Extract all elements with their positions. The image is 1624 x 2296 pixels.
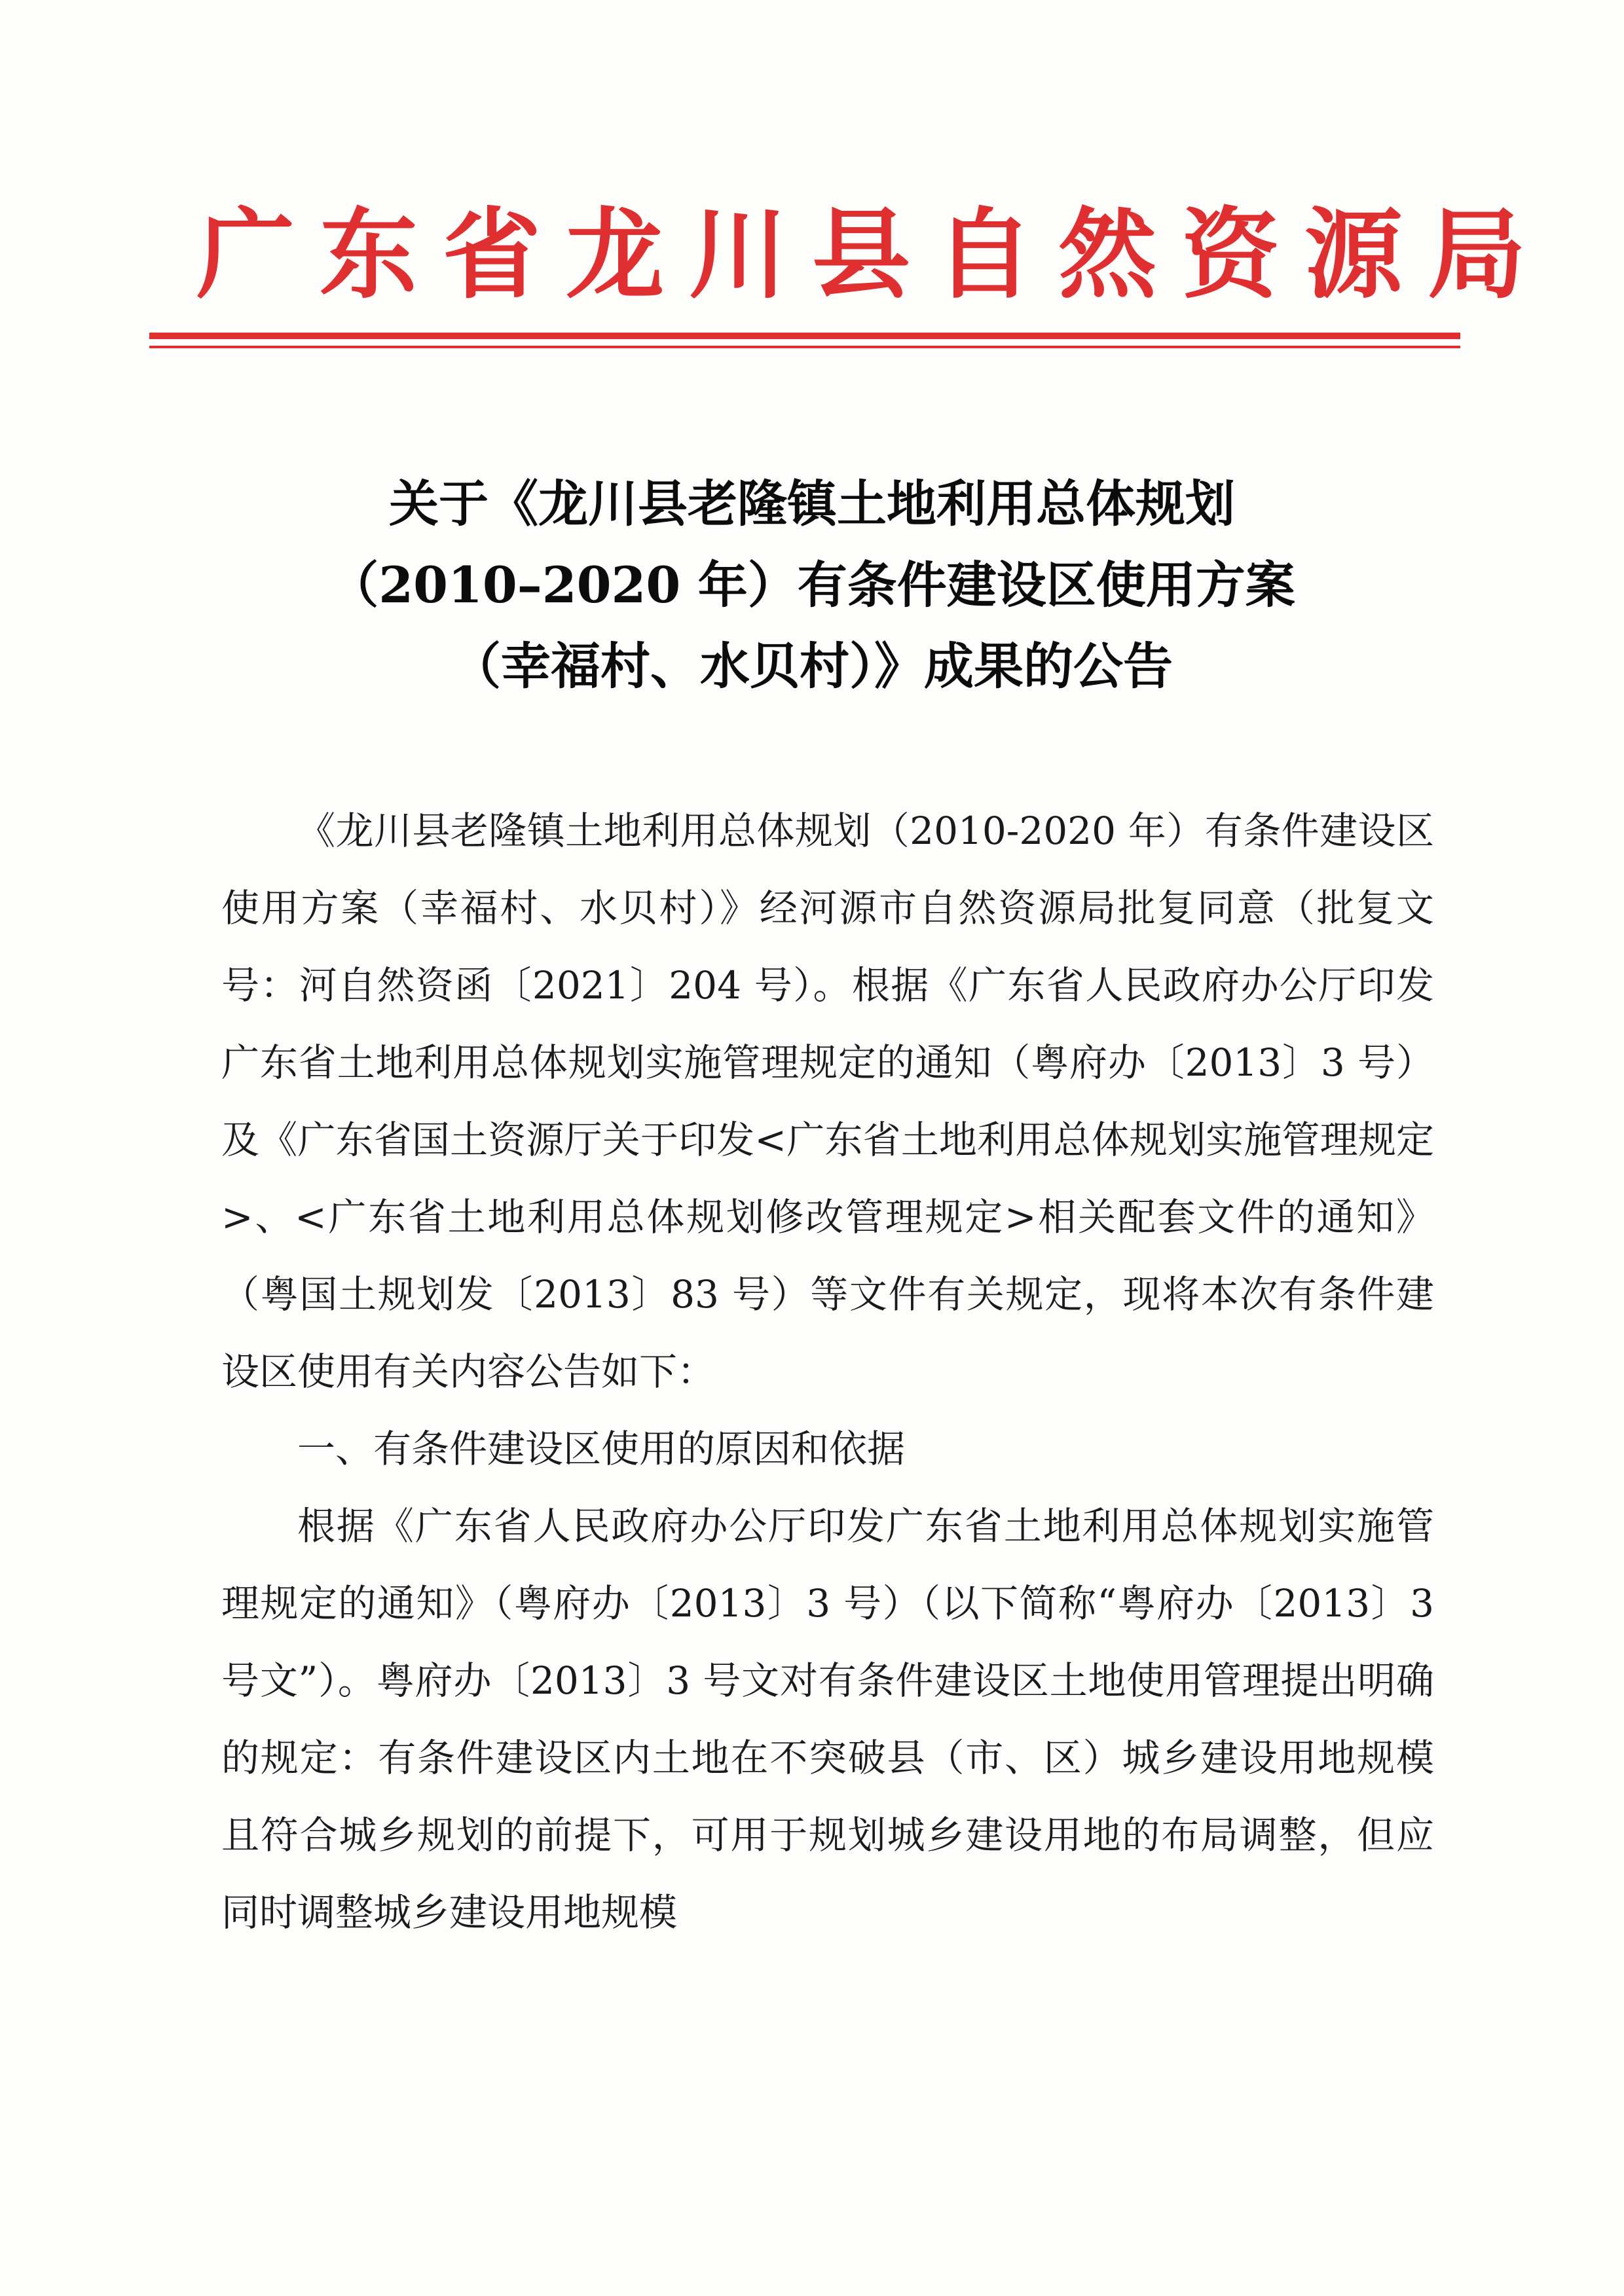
- document-title: [216, 464, 1408, 707]
- title-line-1: 关于《龙川县老隆镇土地利用总体规划: [389, 475, 1235, 533]
- title-line-2: （2010–2020 年）有条件建设区使用方案: [329, 556, 1295, 614]
- body-paragraph-1: 《龙川县老隆镇土地利用总体规划（2010-2020 年）有条件建设区使用方案（幸福村、水贝村）》经河源市自然资源局批复同意（批复文号：河自然资函〔2021〕204 号）。根据《广东省人民政府办公厅印发广东省土地利用总体规划实施管理规定的通知（粤府办〔2013〕3 号）及《广东省国土资源厅关于印发<广东省土地利用总体规划实施管理规定>、<广东省土地利用总体规划修改管理规定>相关配套文件的通知》（粤国土规划发〔2013〕83 号）等文件有关规定，现将本次有条件建设区使用有关内容公告如下：: [221, 809, 1434, 1394]
- body-paragraph-2: 根据《广东省人民政府办公厅印发广东省土地利用总体规划实施管理规定的通知》（粤府办〔2013〕3 号）（以下简称“粤府办〔2013〕3 号文”）。粤府办〔2013〕3 号文对有条件建设区土地使用管理提出明确的规定：有条件建设区内土地在不突破县（市、区）城乡建设用地规模且符合城乡规划的前提下，可用于规划城乡建设用地的布局调整，但应同时调整城乡建设用地规模: [221, 1504, 1434, 1935]
- section-heading-1: 一、有条件建设区使用的原因和依据: [297, 1427, 906, 1471]
- letterhead-title: 广东省龙川县自然资源局: [196, 198, 1551, 312]
- letterhead-rule-thin: [149, 346, 1460, 348]
- title-line-3: （幸福村、水贝村）》成果的公告: [451, 637, 1173, 695]
- document-body: [221, 792, 1434, 1951]
- letterhead-rule-thick: [149, 333, 1460, 339]
